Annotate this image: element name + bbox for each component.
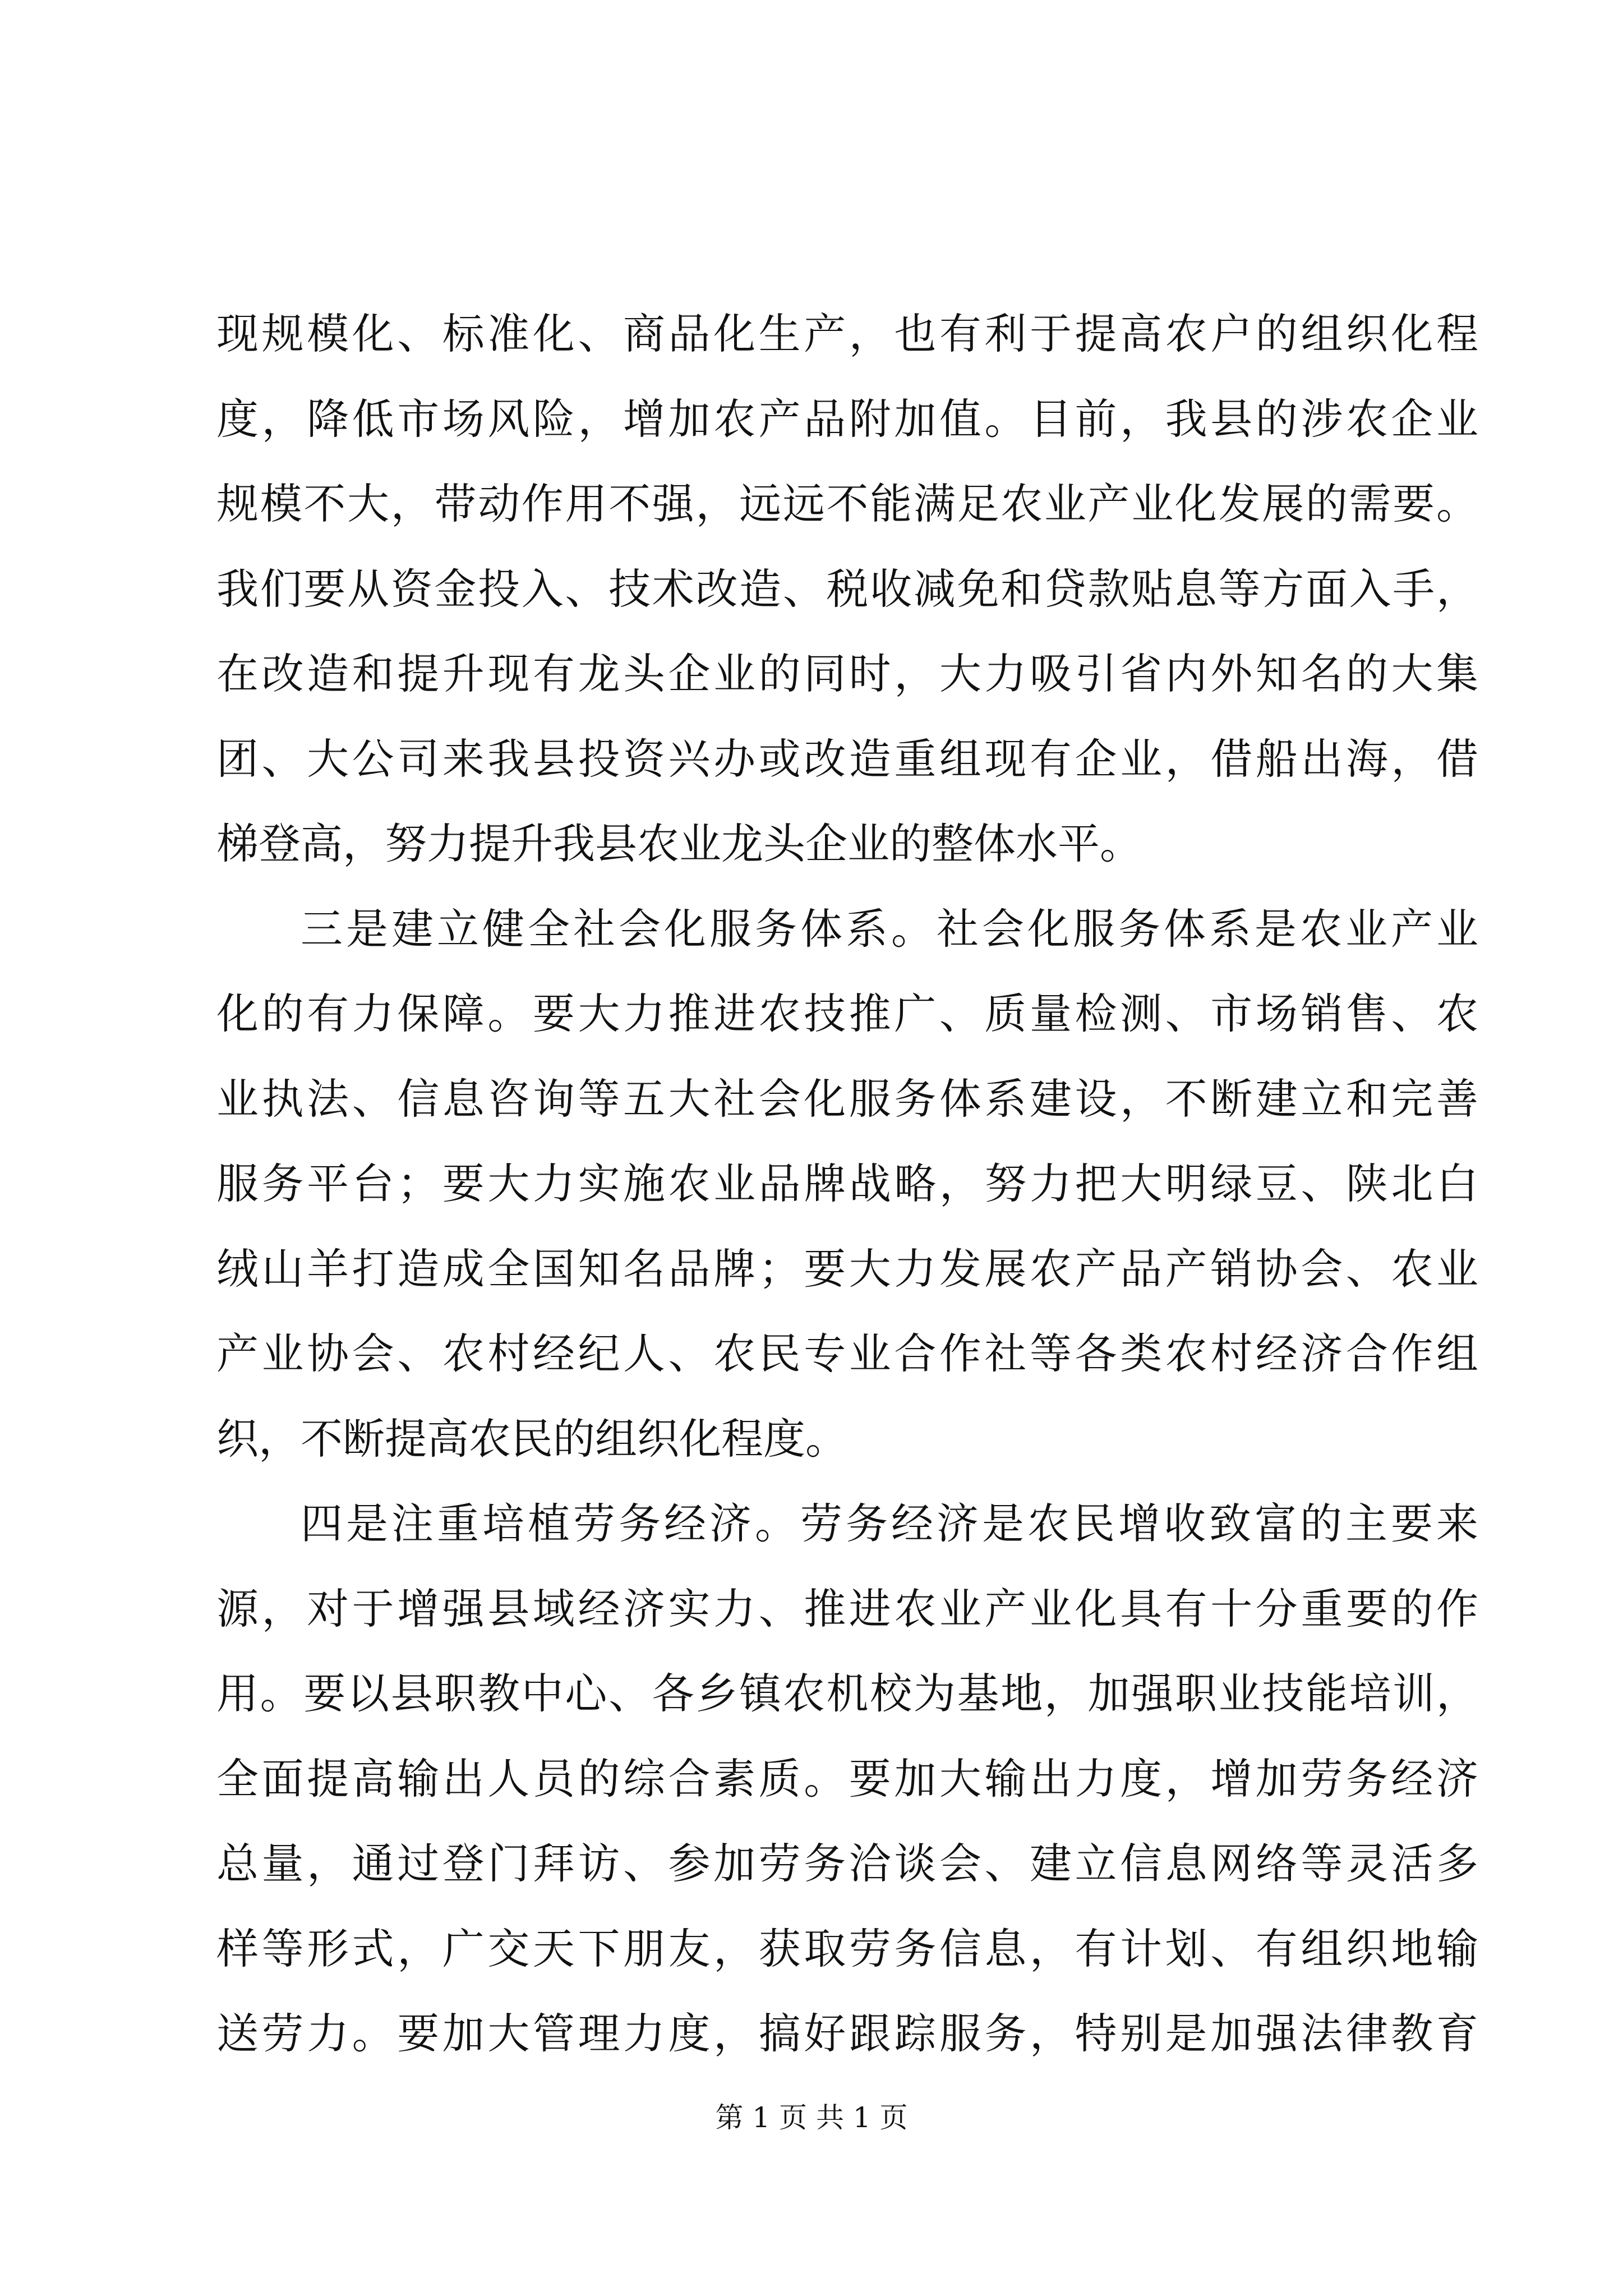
page-footer: 第 1 页 共 1 页	[715, 2101, 908, 2134]
paragraph-3-line-7: 送劳力。要加大管理力度，搞好跟踪服务，特别是加强法律教育	[216, 2009, 1478, 2058]
paragraph-1-line-5: 在改造和提升现有龙头企业的同时，大力吸引省内外知名的大集	[216, 649, 1478, 698]
paragraph-3-line-4: 全面提高输出人员的综合素质。要加大输出力度，增加劳务经济	[216, 1754, 1478, 1803]
document-body	[216, 292, 1478, 2077]
paragraph-2-line-7: 织，不断提高农民的组织化程度。	[216, 1414, 848, 1464]
paragraph-3-line-2: 源，对于增强县域经济实力、推进农业产业化具有十分重要的作	[216, 1584, 1478, 1634]
paragraph-1-line-1: 现规模化、标准化、商品化生产，也有利于提高农户的组织化程	[216, 309, 1478, 358]
paragraph-3-line-3: 用。要以县职教中心、各乡镇农机校为基地，加强职业技能培训，	[216, 1669, 1478, 1718]
paragraph-2-line-2: 化的有力保障。要大力推进农技推广、质量检测、市场销售、农	[216, 989, 1478, 1038]
paragraph-3-line-5: 总量，通过登门拜访、参加劳务洽谈会、建立信息网络等灵活多	[216, 1839, 1478, 1888]
paragraph-1-line-3: 规模不大，带动作用不强，远远不能满足农业产业化发展的需要。	[216, 479, 1478, 528]
paragraph-3-line-6: 样等形式，广交天下朋友，获取劳务信息，有计划、有组织地输	[216, 1924, 1478, 1973]
paragraph-2-line-5: 绒山羊打造成全国知名品牌；要大力发展农产品产销协会、农业	[216, 1244, 1478, 1294]
paragraph-2-line-3: 业执法、信息咨询等五大社会化服务体系建设，不断建立和完善	[216, 1074, 1478, 1124]
paragraph-1-line-2: 度，降低市场风险，增加农产品附加值。目前，我县的涉农企业	[216, 394, 1478, 444]
paragraph-1-line-7: 梯登高，努力提升我县农业龙头企业的整体水平。	[216, 819, 1142, 868]
paragraph-1-line-4: 我们要从资金投入、技术改造、税收减免和贷款贴息等方面入手，	[216, 564, 1478, 614]
paragraph-1-line-6: 团、大公司来我县投资兴办或改造重组现有企业，借船出海，借	[216, 734, 1478, 784]
paragraph-2-line-6: 产业协会、农村经纪人、农民专业合作社等各类农村经济合作组	[216, 1329, 1478, 1378]
paragraph-3-line-1: 四是注重培植劳务经济。劳务经济是农民增收致富的主要来	[301, 1499, 1478, 1548]
paragraph-2-line-4: 服务平台；要大力实施农业品牌战略，努力把大明绿豆、陕北白	[216, 1159, 1478, 1208]
paragraph-2-line-1: 三是建立健全社会化服务体系。社会化服务体系是农业产业	[301, 904, 1478, 954]
